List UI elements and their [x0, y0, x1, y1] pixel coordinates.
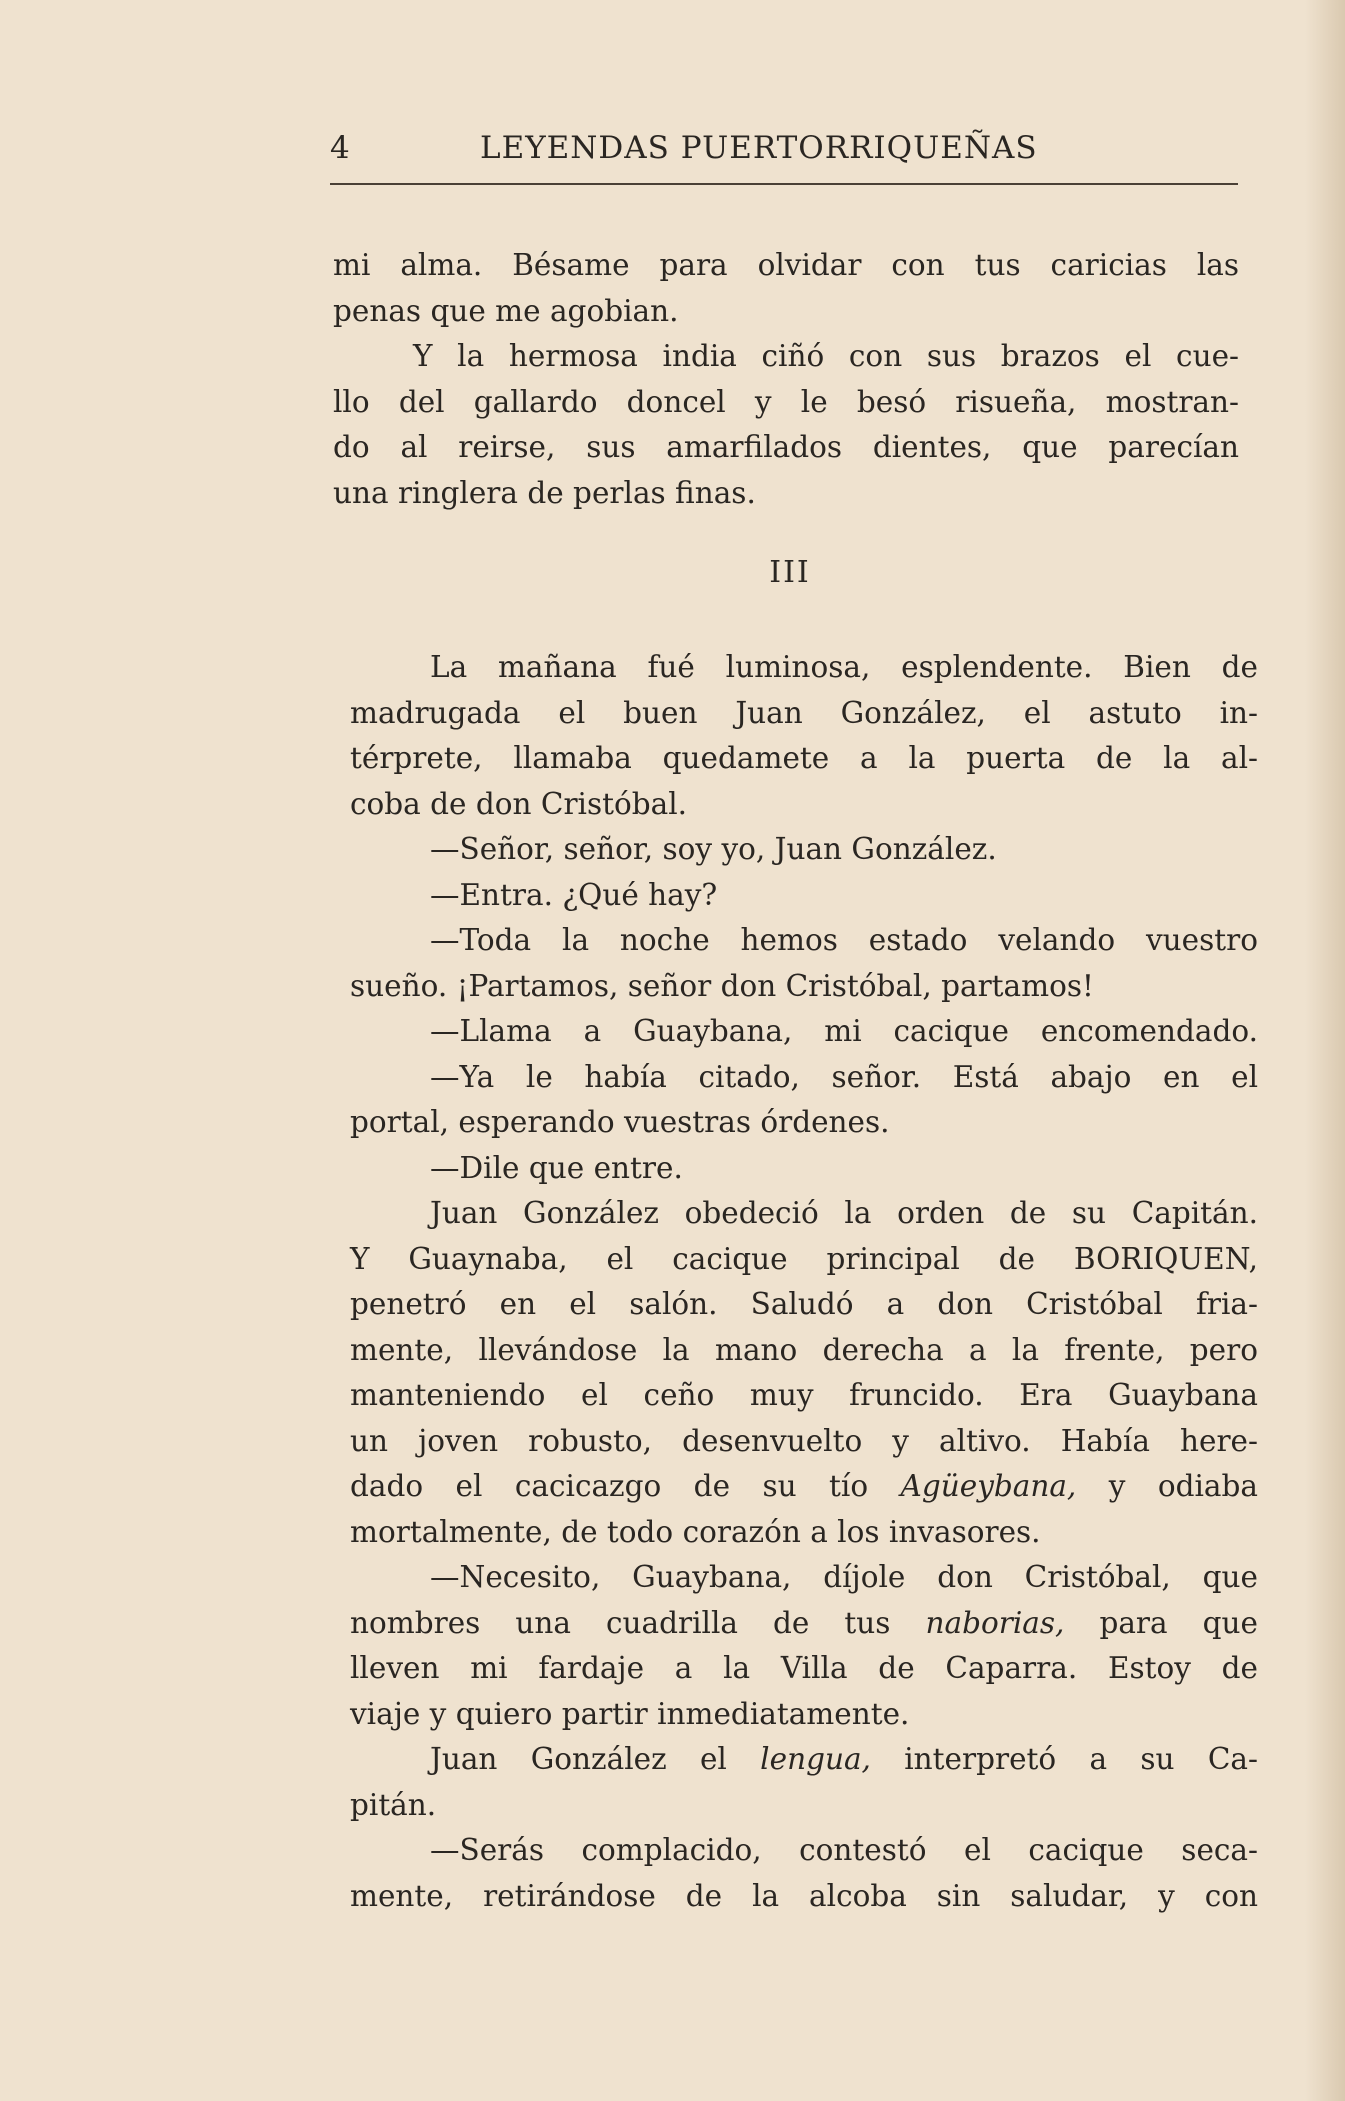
- text-fragment: nombres una cuadrilla de tus: [350, 1605, 891, 1640]
- text-line: mente, llevándose la mano derecha a la frente, pero: [350, 1332, 1258, 1367]
- text-fragment: dado el cacicazgo de su tío: [350, 1469, 869, 1503]
- text-line: Juan González obedeció la orden de su Capitán.: [430, 1196, 1258, 1230]
- text-line: manteniendo el ceño muy fruncido. Era Guaybana: [350, 1378, 1258, 1412]
- paragraph-block-1: [333, 243, 1239, 516]
- text-fragment: para que: [1099, 1605, 1258, 1640]
- text-line: —Serás complacido, contestó el cacique seca-: [430, 1833, 1258, 1867]
- page-number: 4: [330, 130, 351, 166]
- text-line: —Señor, señor, soy yo, Juan González.: [430, 832, 997, 866]
- text-line: —Llama a Guaybana, mi cacique encomendado.: [430, 1014, 1258, 1048]
- text-line: mi alma. Bésame para olvidar con tus caricias las: [333, 248, 1239, 282]
- paragraph-block-2: [350, 645, 1258, 1919]
- page-edge-shadow: [1305, 0, 1345, 2101]
- text-line: un joven robusto, desenvuelto y altivo. Había here-: [350, 1423, 1258, 1458]
- text-line: [350, 1601, 1258, 1647]
- text-line: mente, retirándose de la alcoba sin saludar, y con: [350, 1878, 1258, 1913]
- text-line: penas que me agobian.: [333, 293, 679, 328]
- text-fragment: Juan González el: [430, 1742, 727, 1776]
- text-line: Y Guaynaba, el cacique principal de BORIQUEN,: [350, 1241, 1258, 1276]
- text-line: viaje y quiero partir inmediatamente.: [350, 1696, 910, 1731]
- text-line: [350, 1737, 1258, 1783]
- text-line: coba de don Cristóbal.: [350, 786, 688, 821]
- text-fragment: y odiaba: [1108, 1469, 1258, 1503]
- text-fragment: interpretó a su Ca-: [904, 1742, 1258, 1776]
- text-line: llo del gallardo doncel y le besó risueña, mostran-: [333, 384, 1239, 419]
- text-line: térprete, llamaba quedamete a la puerta de la al-: [350, 741, 1258, 775]
- text-line: [350, 1464, 1258, 1510]
- text-line: —Dile que entre.: [430, 1150, 683, 1185]
- text-line: —Toda la noche hemos estado velando vuestro: [430, 923, 1258, 957]
- text-line: lleven mi fardaje a la Villa de Caparra. Estoy de: [350, 1651, 1258, 1685]
- text-line: madrugada el buen Juan González, el astuto in-: [350, 695, 1258, 730]
- text-line: —Ya le había citado, señor. Está abajo en el: [430, 1059, 1258, 1094]
- text-line: Y la hermosa india ciñó con sus brazos el cue-: [413, 339, 1239, 373]
- text-line: —Entra. ¿Qué hay?: [430, 877, 718, 912]
- italic-term: naborias,: [925, 1605, 1065, 1640]
- section-heading: III: [769, 555, 811, 590]
- text-line: do al reirse, sus amarfilados dientes, que parecían: [333, 430, 1239, 464]
- header-rule: [330, 183, 1238, 185]
- text-line: La mañana fué luminosa, esplendente. Bien de: [430, 650, 1258, 684]
- italic-term: lengua,: [760, 1742, 871, 1776]
- italic-term: Agüeybana,: [900, 1469, 1077, 1503]
- running-title: LEYENDAS PUERTORRIQUEÑAS: [480, 130, 1038, 166]
- text-line: portal, esperando vuestras órdenes.: [350, 1105, 890, 1139]
- text-line: penetró en el salón. Saludó a don Cristóbal fria-: [350, 1287, 1258, 1321]
- text-line: una ringlera de perlas finas.: [333, 475, 756, 510]
- text-line: sueño. ¡Partamos, señor don Cristóbal, partamos!: [350, 968, 1094, 1003]
- text-line: pitán.: [350, 1787, 437, 1822]
- text-line: —Necesito, Guaybana, díjole don Cristóbal, que: [430, 1560, 1258, 1594]
- running-header: [330, 130, 1238, 166]
- text-line: mortalmente, de todo corazón a los invasores.: [350, 1514, 1041, 1549]
